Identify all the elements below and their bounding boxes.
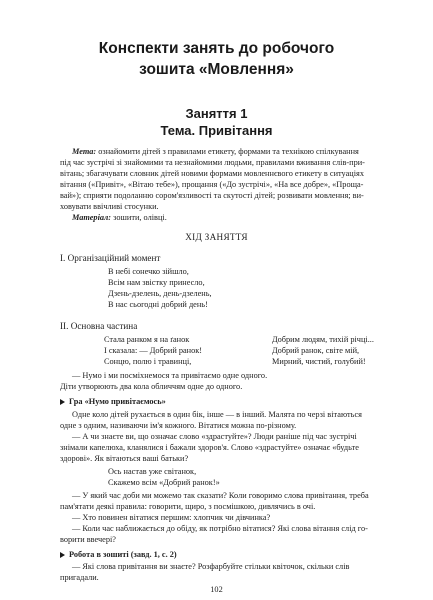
- goal-paragraph: [60, 146, 378, 223]
- text-line: пам'ятати деякі правила: говорити, щиро, з посмішкою, дивлячись в очі.: [60, 502, 316, 511]
- part2-heading: ІІ. Основна частина: [60, 321, 138, 331]
- part1-heading: І. Організаційний момент: [60, 253, 161, 263]
- poem-line: В нас сьогодні добрий день!: [108, 300, 208, 309]
- poem-line: Ось настав уже світанок,: [108, 467, 197, 476]
- goal-line: вітань; збагачувати словник дітей новими формами мовленнєвого етикету в ситуаціях: [60, 169, 364, 178]
- workbook-paragraph: [60, 561, 378, 583]
- lesson-topic: Тема. Привітання: [160, 123, 273, 138]
- text-line: — Коли час наближається до обіду, як потрібно вітатися? Які слова вітання слід го-: [72, 524, 368, 533]
- text-line: одне з одним, називаючи ім'я кожного. Вітатися можна по-різному.: [60, 421, 297, 430]
- page-number: 102: [210, 585, 223, 594]
- text-line: пригадали.: [60, 573, 99, 582]
- poem-line: В небі сонечко зійшло,: [108, 267, 189, 276]
- bullet-arrow-icon: [60, 398, 67, 405]
- game-label: Гра «Нумо привітаємось»: [69, 397, 166, 406]
- game-paragraph: [60, 409, 378, 464]
- para-smile: — Нумо і ми посміхнемося та привітаємо одне одного.: [72, 371, 268, 380]
- poem-line: Стала ранком я на ґанок: [104, 335, 190, 344]
- text-line: здорові». Як вітаються ваші батьки?: [60, 454, 189, 463]
- dialog-paragraph: [60, 490, 378, 545]
- poem-3: [108, 466, 308, 488]
- poem-line: Мирний, чистий, голубий!: [272, 357, 366, 366]
- goal-label: Мета:: [72, 147, 97, 156]
- poem-line: Сонцю, полю і травинці,: [104, 357, 192, 366]
- material-line: Матеріал: зошити, олівці.: [72, 213, 167, 222]
- workbook-heading: [60, 549, 390, 560]
- text-line: — У який час доби ми можемо так сказати? Коли говоримо слова привітання, треба: [72, 491, 369, 500]
- workbook-ref: (завд. 1, с. 2): [130, 550, 177, 559]
- section-heading: ХІД ЗАНЯТТЯ: [185, 232, 248, 242]
- text-line: ворити ввечері?: [60, 535, 116, 544]
- poem-line: Добрим людям, тихій річці...: [272, 335, 374, 344]
- material-label: Матеріал:: [72, 213, 112, 222]
- poem-line: Скажемо всім «Добрий ранок!»: [108, 478, 220, 487]
- text-line: знімали капелюха, кланялися і бажали здоров'я. Слово «здрастуйте» означає «будьте: [60, 443, 359, 452]
- goal-line: вітання («Привіт», «Вітаю тебе»), прощання («До зустрічі», «На все добре», «Проща-: [60, 180, 364, 189]
- lesson-number: Заняття 1: [185, 106, 248, 121]
- title-line-1: Конспекти занять до робочого: [98, 40, 335, 57]
- text-line: — Які слова привітання ви знаєте? Розфарбуйте стільки квіточок, скільки слів: [72, 562, 350, 571]
- poem-1: [108, 266, 328, 310]
- workbook-label: Робота в зошиті: [69, 550, 129, 559]
- goal-line: ховувати ввічливі стосунки.: [60, 202, 159, 211]
- text-line: Одне коло дітей рухається в один бік, інше — в інший. Малята по черзі вітаються: [72, 410, 362, 419]
- title-line-2: зошита «Мовлення»: [139, 61, 294, 78]
- poem-line: Добрий ранок, світе мій,: [272, 346, 360, 355]
- poem-line: І сказала: — Добрий ранок!: [104, 346, 203, 355]
- poem-2-left: [104, 334, 244, 367]
- goal-line: вай»); сприяти подоланню сором'язливості та скутості дітей; розвивати мовлення; ви-: [60, 191, 364, 200]
- para-circle: Діти утворюють два кола обличчям одне до одного.: [60, 382, 243, 391]
- poem-2-right: [272, 334, 392, 367]
- poem-line: Дзень-дзелень, день-дзелень,: [108, 289, 212, 298]
- game-heading: [60, 396, 390, 407]
- text-line: — А чи знаєте ви, що означає слово «здрастуйте»? Люди раніше під час зустрічі: [72, 432, 357, 441]
- goal-line: Мета: ознайомити дітей з правилами етикету, формами та технікою спілкування: [72, 147, 359, 156]
- bullet-arrow-icon: [60, 551, 67, 558]
- text-line: — Хто повинен вітатися першим: хлопчик чи дівчинка?: [72, 513, 271, 522]
- goal-line: під час зустрічі зі знайомими та незнайомими людьми, правилами вживання слів-при-: [60, 158, 365, 167]
- poem-line: Всім нам звістку принесло,: [108, 278, 205, 287]
